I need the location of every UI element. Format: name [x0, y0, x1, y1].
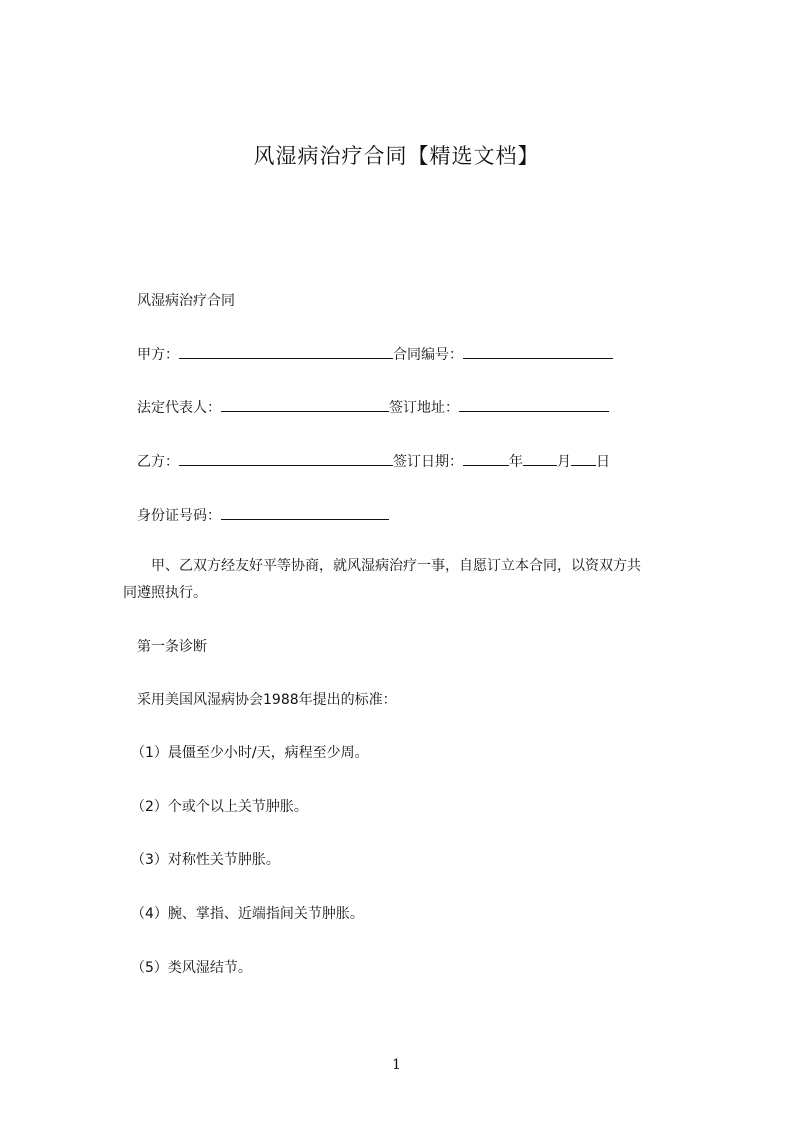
legal-rep-label: 法定代表人：: [137, 400, 221, 416]
article-1-title: 第一条诊断: [137, 639, 207, 655]
intro-line-1: 甲、乙双方经友好平等协商，就风湿病治疗一事，自愿订立本合同，以资双方共: [151, 558, 641, 574]
sign-place-blank[interactable]: [459, 397, 609, 412]
contract-heading: 风湿病治疗合同: [137, 293, 235, 309]
intro-paragraph: [123, 553, 697, 607]
id-no-blank[interactable]: [221, 505, 389, 520]
sign-date-label: 签订日期：: [393, 454, 463, 470]
year-blank[interactable]: [463, 451, 509, 466]
legal-rep-row: [137, 397, 609, 418]
id-no-label: 身份证号码：: [137, 508, 221, 524]
criteria-item: （2）个或个以上关节肿胀。: [131, 799, 308, 815]
party-b-label: 乙方：: [137, 454, 179, 470]
month-blank[interactable]: [523, 451, 557, 466]
criteria-item: （1）晨僵至少小时/天，病程至少周。: [131, 745, 369, 761]
year-label: 年: [509, 454, 523, 470]
party-a-label: 甲方：: [137, 347, 179, 363]
day-label: 日: [596, 454, 610, 470]
party-b-blank[interactable]: [179, 451, 393, 466]
contract-no-blank[interactable]: [463, 344, 613, 359]
party-a-row: [137, 344, 613, 365]
legal-rep-blank[interactable]: [221, 397, 389, 412]
id-no-row: [137, 505, 389, 526]
sign-place-label: 签订地址：: [389, 400, 459, 416]
criteria-item: （3）对称性关节肿胀。: [131, 852, 280, 868]
criteria-item: （4）腕、掌指、近端指间关节肿胀。: [131, 906, 364, 922]
month-label: 月: [557, 454, 571, 470]
contract-no-label: 合同编号：: [393, 347, 463, 363]
party-b-row: [137, 451, 610, 472]
criteria-intro: 采用美国风湿病协会1988年提出的标准：: [137, 692, 397, 708]
intro-line-2: 同遵照执行。: [123, 585, 207, 601]
day-blank[interactable]: [571, 451, 596, 466]
document-title: 风湿病治疗合同【精选文档】: [253, 144, 540, 168]
criteria-item: （5）类风湿结节。: [131, 960, 252, 976]
party-a-blank[interactable]: [179, 344, 393, 359]
page-number: 1: [392, 1057, 401, 1073]
